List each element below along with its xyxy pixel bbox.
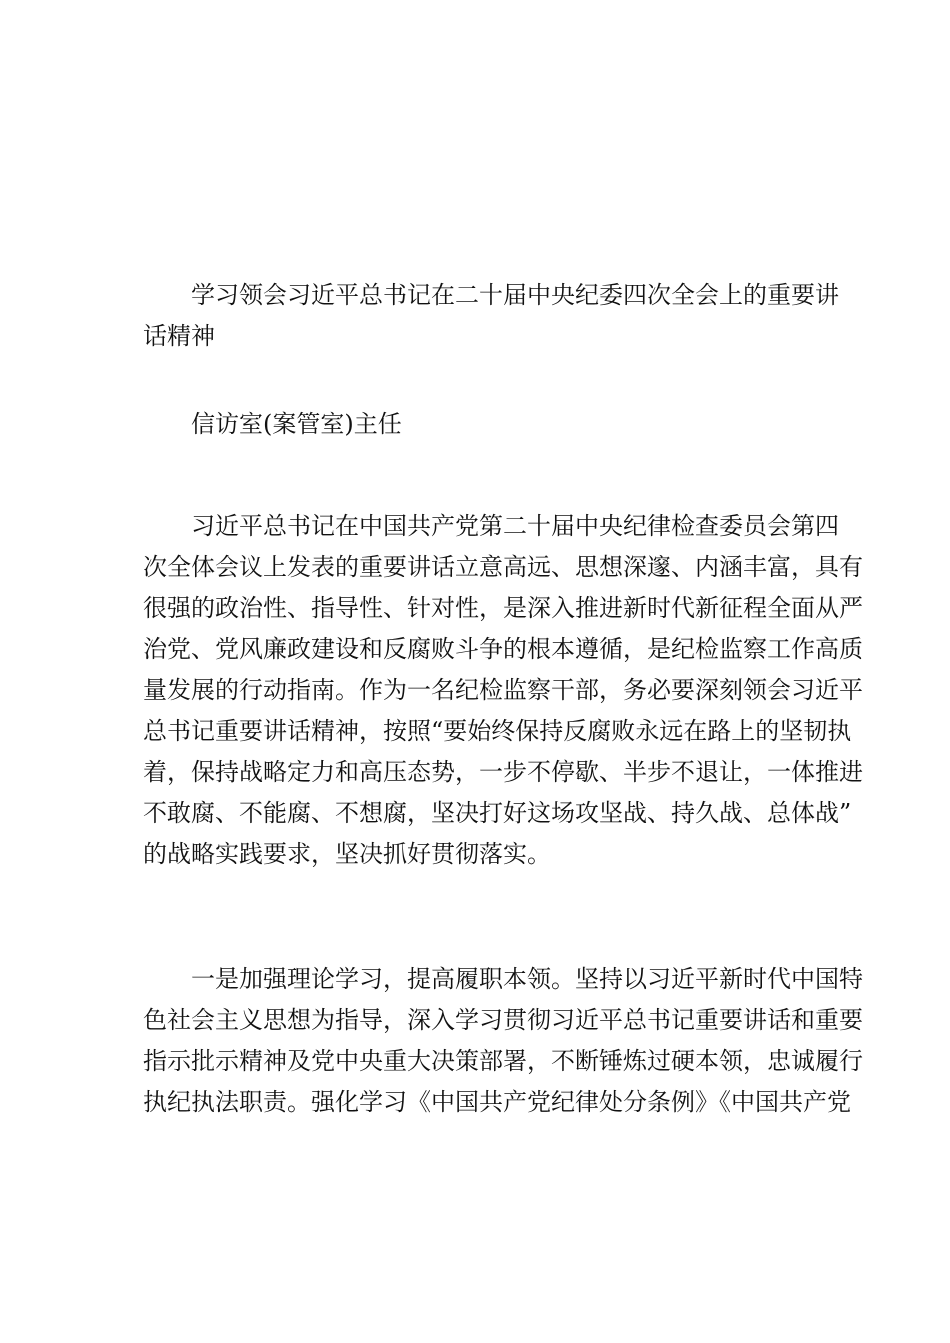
paragraph-line: 治党、党风廉政建设和反腐败斗争的根本遵循，是纪检监察工作高质 [143, 635, 863, 663]
paragraph-line: 习近平总书记在中国共产党第二十届中央纪律检查委员会第四 [191, 512, 839, 540]
paragraph-line: 执纪执法职责。强化学习《中国共产党纪律处分条例》《中国共产党 [143, 1088, 851, 1116]
title-line: 话精神 [143, 322, 215, 350]
paragraph-line: 不敢腐、不能腐、不想腐，坚决打好这场攻坚战、持久战、总体战” [143, 799, 852, 827]
title-line: 学习领会习近平总书记在二十届中央纪委四次全会上的重要讲 [191, 281, 839, 309]
paragraph-line: 的战略实践要求，坚决抓好贯彻落实。 [143, 840, 551, 868]
author-line: 信访室(案管室)主任 [191, 410, 402, 438]
paragraph-line: 量发展的行动指南。作为一名纪检监察干部，务必要深刻领会习近平 [143, 676, 863, 704]
paragraph-line: 总书记重要讲话精神，按照“要始终保持反腐败永远在路上的坚韧执 [143, 717, 852, 745]
paragraph-line: 次全体会议上发表的重要讲话立意高远、思想深邃、内涵丰富，具有 [143, 553, 863, 581]
paragraph-line: 很强的政治性、指导性、针对性，是深入推进新时代新征程全面从严 [143, 594, 863, 622]
paragraph-line: 一是加强理论学习，提高履职本领。坚持以习近平新时代中国特 [191, 965, 863, 993]
paragraph-line: 色社会主义思想为指导，深入学习贯彻习近平总书记重要讲话和重要 [143, 1006, 863, 1034]
paragraph-line: 着，保持战略定力和高压态势，一步不停歇、半步不退让，一体推进 [143, 758, 863, 786]
paragraph-line: 指示批示精神及党中央重大决策部署，不断锤炼过硬本领，忠诚履行 [143, 1047, 863, 1075]
paragraph-1 [143, 506, 863, 875]
paragraph-2 [143, 959, 863, 1123]
document-title [143, 275, 839, 357]
author-block [143, 404, 823, 445]
